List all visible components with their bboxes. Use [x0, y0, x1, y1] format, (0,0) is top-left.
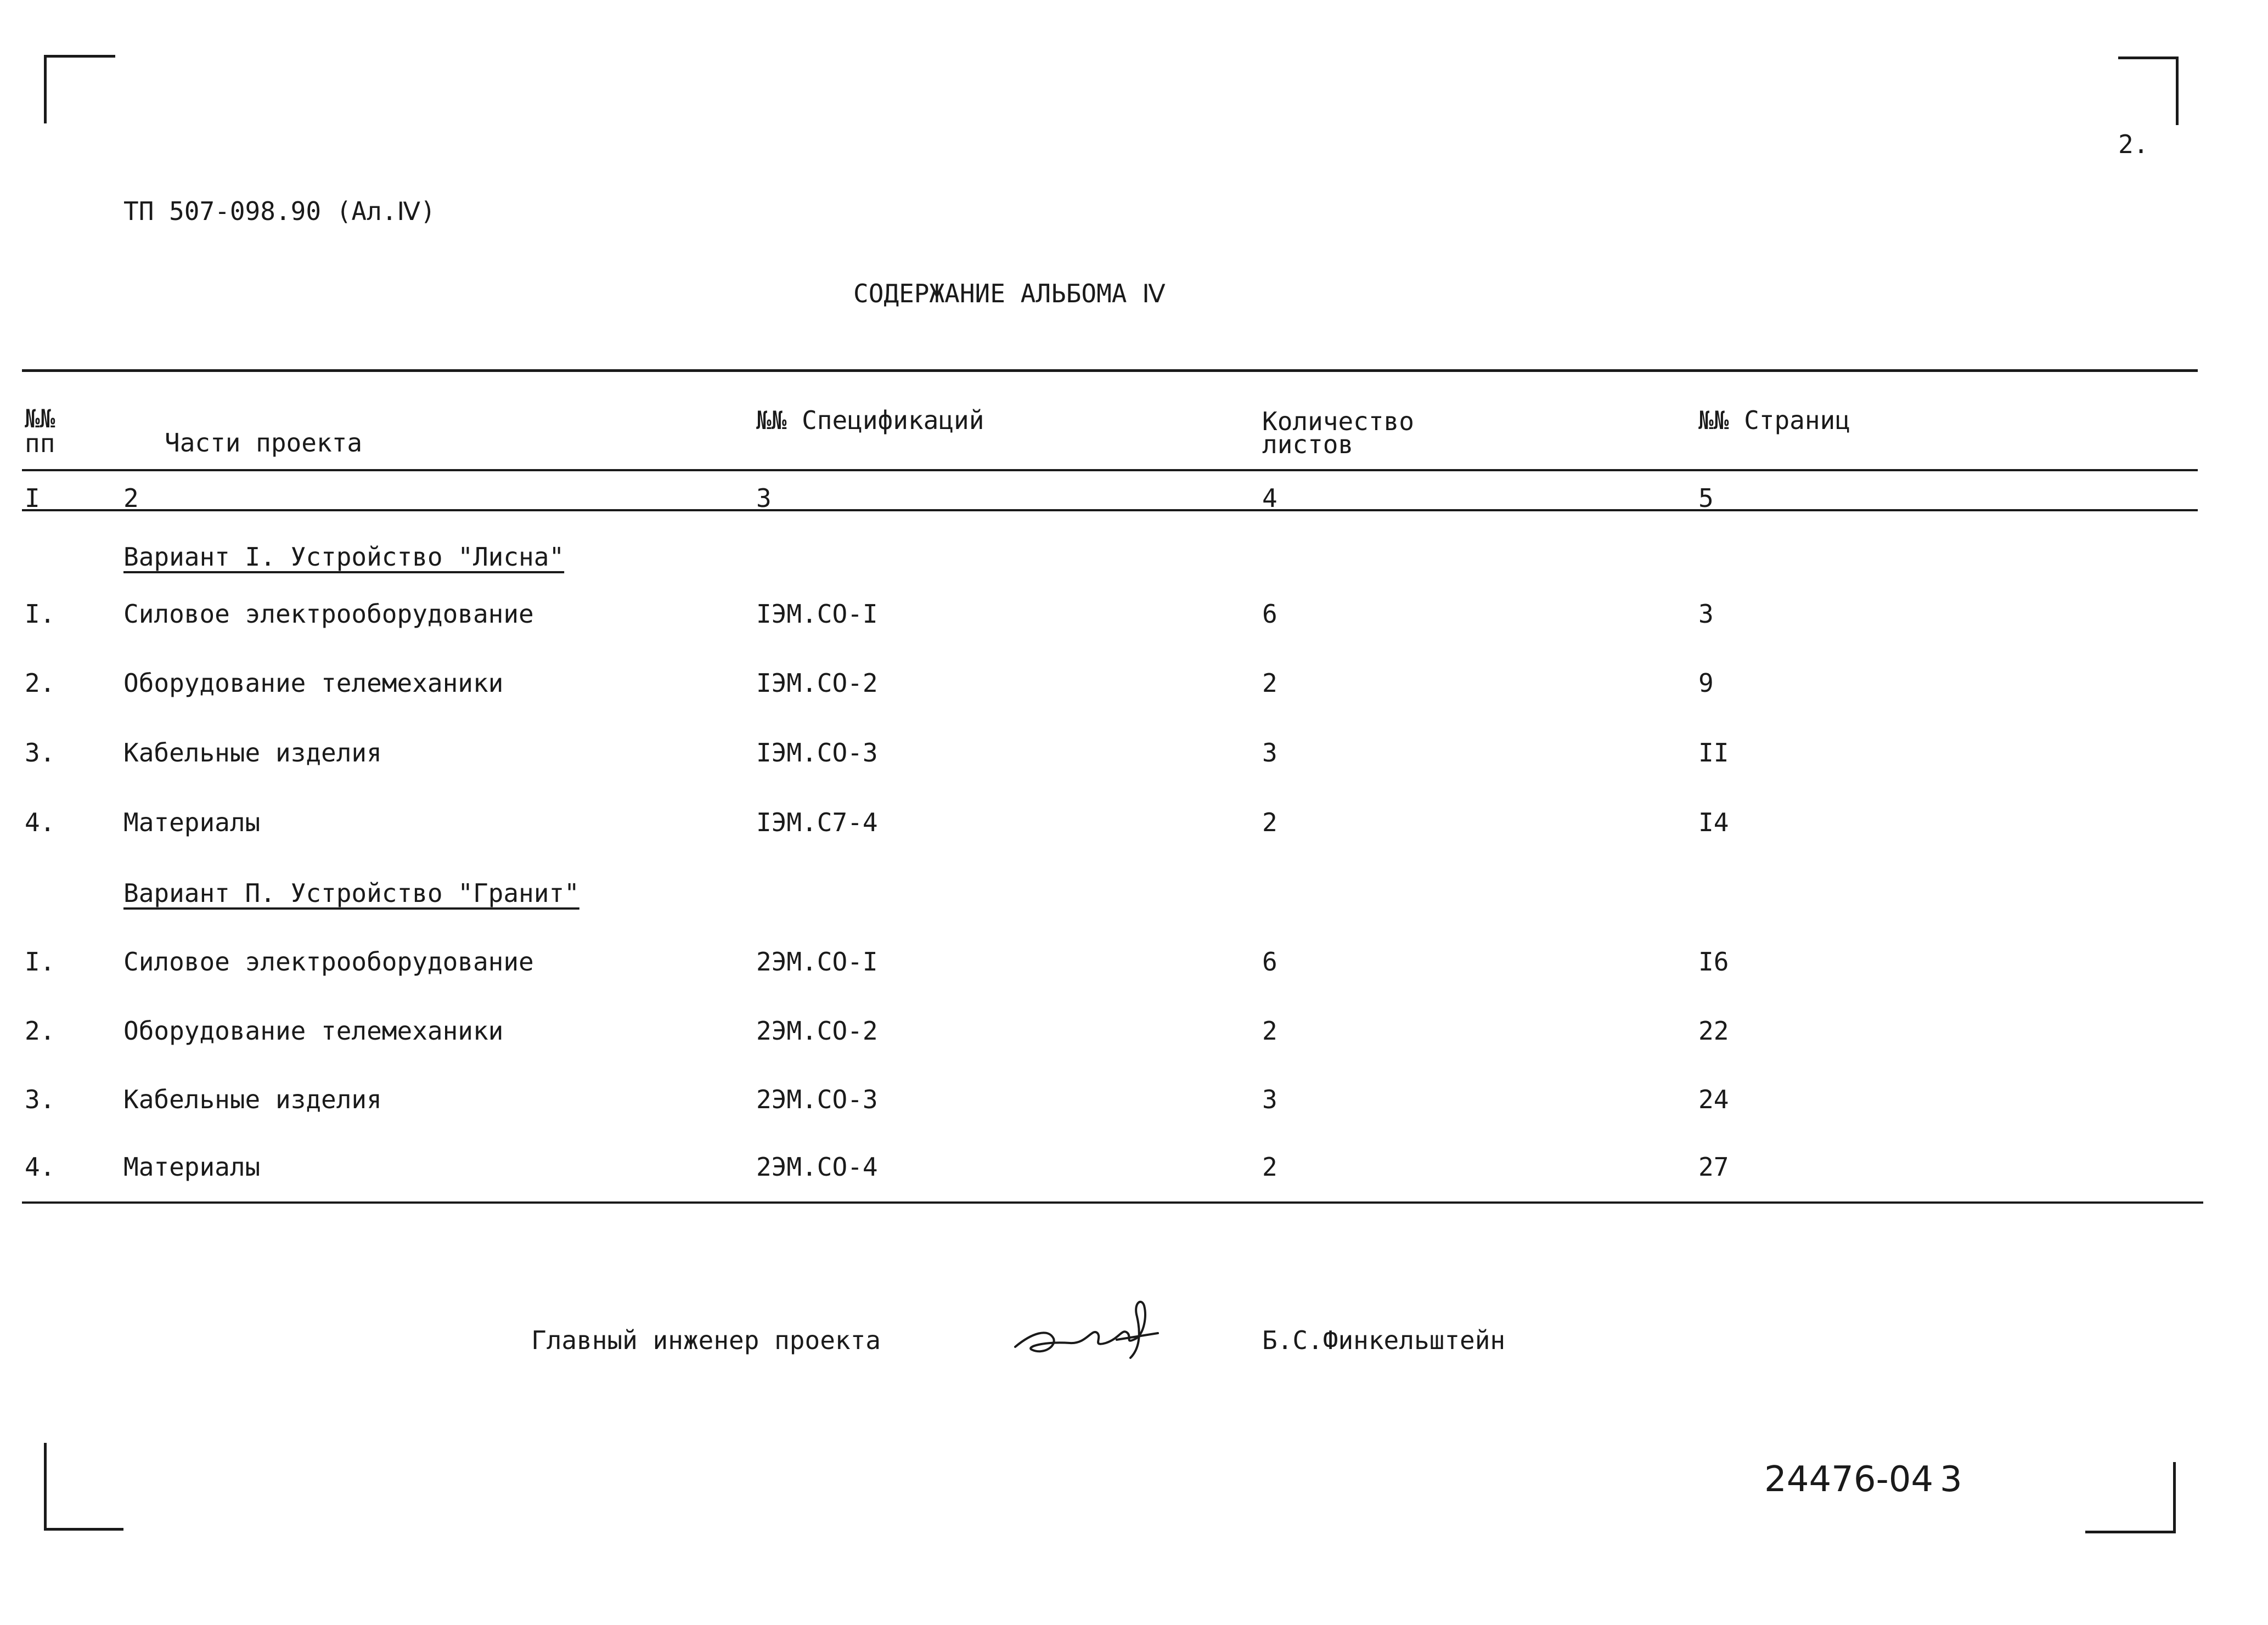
row-part: Кабельные изделия: [123, 1085, 382, 1114]
header-part: Части проекта: [165, 428, 363, 458]
row-sheets: 2: [1262, 668, 1277, 698]
row-number: 4.: [25, 808, 55, 837]
row-number: 2.: [25, 668, 55, 698]
column-number: 2: [123, 483, 139, 513]
row-sheets: 3: [1262, 1085, 1277, 1114]
document-code: ТП 507-098.90 (Ал.Ⅳ): [123, 196, 436, 226]
stamp-number: 24476-04: [1764, 1459, 1934, 1500]
row-part: Материалы: [123, 808, 261, 837]
header-spec: №№ Спецификаций: [756, 405, 984, 435]
table-top-rule: [22, 369, 2198, 372]
row-spec: 2ЭМ.СО-3: [756, 1085, 878, 1114]
header-pages: №№ Страниц: [1698, 405, 1850, 435]
handwritten-signature: [1010, 1295, 1163, 1366]
row-part: Оборудование телемеханики: [123, 668, 504, 698]
row-spec: IЭМ.СО-I: [756, 599, 878, 629]
row-part: Кабельные изделия: [123, 738, 382, 768]
header-num-line1: №№: [25, 404, 55, 433]
header-sheets-line1: Количество: [1262, 407, 1414, 436]
column-number: 3: [756, 483, 772, 513]
row-page: 27: [1698, 1152, 1729, 1182]
row-part: Силовое электрооборудование: [123, 947, 534, 977]
row-page: 24: [1698, 1085, 1729, 1114]
column-numbers-rule: [22, 509, 2198, 511]
column-number: 5: [1698, 483, 1714, 513]
row-number: 2.: [25, 1016, 55, 1046]
header-num-line2: пп: [25, 428, 55, 458]
row-number: 4.: [25, 1152, 55, 1182]
header-sheets-line2: листов: [1262, 430, 1354, 459]
row-number: I.: [25, 599, 55, 629]
row-spec: 2ЭМ.СО-4: [756, 1152, 878, 1182]
row-number: 3.: [25, 738, 55, 768]
sheet-number: 3: [1940, 1459, 1962, 1500]
row-sheets: 6: [1262, 599, 1277, 629]
row-number: 3.: [25, 1085, 55, 1114]
corner-mark-top-left: [44, 55, 115, 123]
row-spec: IЭМ.С7-4: [756, 808, 878, 837]
row-page: 22: [1698, 1016, 1729, 1046]
corner-mark-bottom-left: [44, 1443, 123, 1531]
header-bottom-rule: [22, 469, 2198, 471]
row-spec: 2ЭМ.СО-2: [756, 1016, 878, 1046]
row-page: 3: [1698, 599, 1714, 629]
row-number: I.: [25, 947, 55, 977]
page-title: СОДЕРЖАНИЕ АЛЬБОМА Ⅳ: [853, 279, 1166, 308]
row-page: 9: [1698, 668, 1714, 698]
row-part: Силовое электрооборудование: [123, 599, 534, 629]
column-number: I: [25, 483, 40, 513]
row-spec: IЭМ.СО-3: [756, 738, 878, 768]
row-sheets: 3: [1262, 738, 1277, 768]
section-heading-variant-1: Вариант I. Устройство "Лисна": [123, 542, 565, 572]
row-spec: IЭМ.СО-2: [756, 668, 878, 698]
row-part: Материалы: [123, 1152, 261, 1182]
corner-mark-top-right: [2118, 57, 2179, 125]
column-number: 4: [1262, 483, 1277, 513]
row-spec: 2ЭМ.СО-I: [756, 947, 878, 977]
row-page: I4: [1698, 808, 1729, 837]
row-page: I6: [1698, 947, 1729, 977]
signature-role: Главный инженер проекта: [531, 1325, 881, 1355]
row-sheets: 2: [1262, 1016, 1277, 1046]
signature-name: Б.С.Финкельштейн: [1262, 1325, 1506, 1355]
table-bottom-rule: [22, 1201, 2203, 1204]
row-sheets: 6: [1262, 947, 1277, 977]
row-sheets: 2: [1262, 1152, 1277, 1182]
row-page: II: [1698, 738, 1729, 768]
row-sheets: 2: [1262, 808, 1277, 837]
section-heading-variant-2: Вариант П. Устройство "Гранит": [123, 878, 579, 908]
row-part: Оборудование телемеханики: [123, 1016, 504, 1046]
page-number: 2.: [2118, 129, 2149, 159]
corner-mark-bottom-right: [2085, 1462, 2176, 1533]
